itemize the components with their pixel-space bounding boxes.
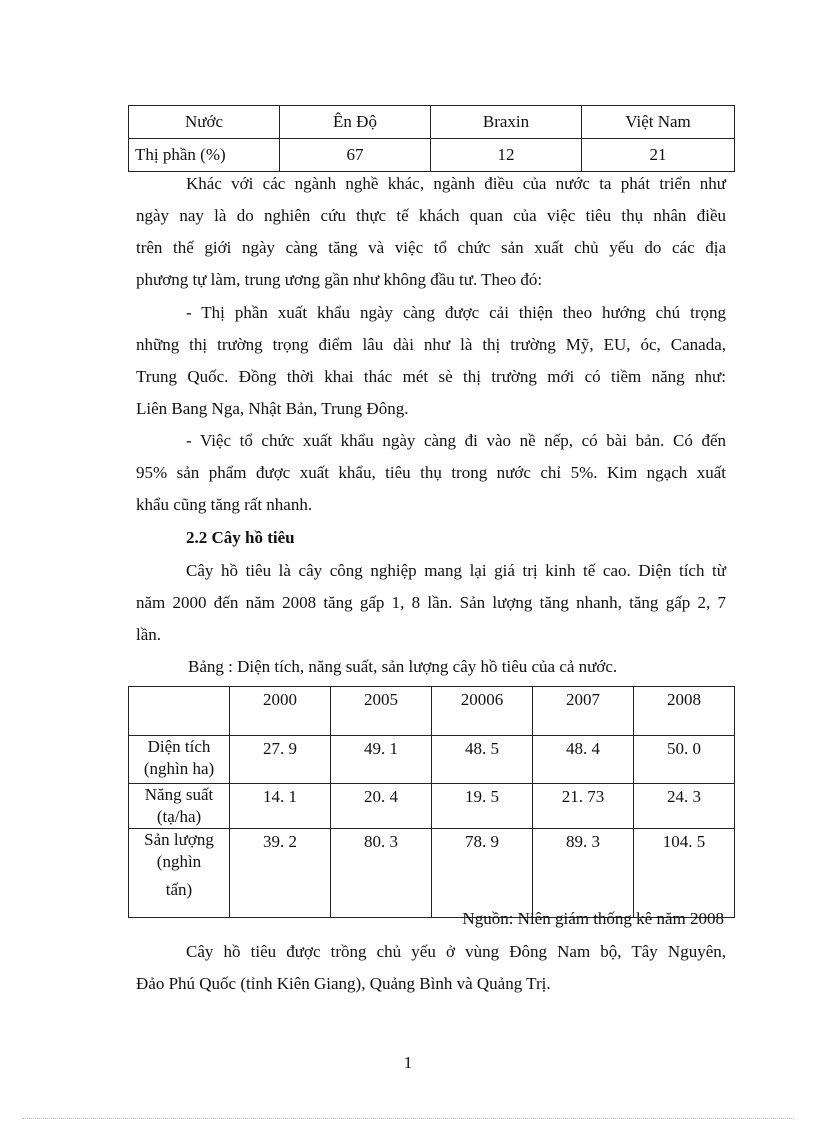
table-header-row [129,687,735,736]
table-caption: Bảng : Diện tích, năng suất, sản lượng cây hồ tiêu của cả nước. [188,657,618,676]
paragraph [136,425,726,521]
table-row [129,139,735,172]
pepper-statistics-table [128,686,735,918]
market-share-table [128,105,735,172]
table-source: Nguồn: Niên giám thống kê năm 2008 [462,909,724,928]
table-row [129,784,735,829]
row-label-cell [129,829,230,918]
table-cell: Braxin [431,106,582,139]
text-line: Cây hồ tiêu là cây công nghiệp mang lại giá trị kinh tế cao. Diện tích từ [186,561,726,580]
paragraph [136,168,726,296]
table-cell: 67 [280,139,431,172]
table-cell: 49. 1 [331,736,432,784]
table-cell: 21 [582,139,735,172]
table-cell: Ên Độ [280,106,431,139]
section-heading: 2.2 Cây hồ tiêu [186,528,295,547]
row-label-line: (nghìn [156,852,202,871]
row-label-line: Diện tích [147,737,211,756]
text-line: ngày nay là do nghiên cứu thực tế khách quan của việc tiêu thụ nhân điều [136,206,726,225]
text-line: Khác với các ngành nghề khác, ngành điều của nước ta phát triển như [186,174,726,193]
table-cell: 27. 9 [230,736,331,784]
table-cell: 89. 3 [533,829,634,918]
table-cell: 21. 73 [533,784,634,829]
text-line: năm 2000 đến năm 2008 tăng gấp 1, 8 lần. Sản lượng tăng nhanh, tăng gấp 2, 7 [136,593,726,612]
table-cell: 78. 9 [432,829,533,918]
table-cell: Thị phần (%) [129,139,280,172]
row-label-cell [129,736,230,784]
table-cell: Việt Nam [582,106,735,139]
paragraph [136,555,726,651]
text-line: - Việc tổ chức xuất khẩu ngày càng đi vào nề nếp, có bài bản. Có đến [186,431,726,450]
table-cell: 80. 3 [331,829,432,918]
row-label-line: tấn) [165,880,193,899]
table-cell: 39. 2 [230,829,331,918]
row-label-line: (tạ/ha) [156,807,202,826]
table-cell: 20. 4 [331,784,432,829]
table-cell [129,687,230,736]
row-label-line: (nghìn ha) [143,759,215,778]
table-cell: 12 [431,139,582,172]
table-cell: 2005 [331,687,432,736]
table-cell: 48. 5 [432,736,533,784]
table-cell: Nước [129,106,280,139]
paragraph [136,936,726,1000]
text-line: phương tự làm, trung ương gần như không đầu tư. Theo đó: [136,270,543,289]
table-cell: 20006 [432,687,533,736]
row-label-cell [129,784,230,829]
table-cell: 14. 1 [230,784,331,829]
table-cell: 19. 5 [432,784,533,829]
text-line: lần. [136,625,162,644]
table-cell: 2008 [634,687,735,736]
table-header-row [129,106,735,139]
table-cell: 2000 [230,687,331,736]
text-line: trên thế giới ngày càng tăng và việc tổ chức sản xuất chủ yếu do các địa [136,238,726,257]
text-line: khẩu cũng tăng rất nhanh. [136,495,313,514]
row-label-line: Sản lượng [144,830,214,849]
text-line: - Thị phần xuất khẩu ngày càng được cải thiện theo hướng chú trọng [186,303,726,322]
text-line: Đảo Phú Quốc (tỉnh Kiên Giang), Quảng Bình và Quảng Trị. [136,974,551,993]
table-cell: 104. 5 [634,829,735,918]
text-line: Trung Quốc. Đồng thời khai thác mét sè thị trường mới có tiềm năng như: [136,367,726,386]
text-line: những thị trường trọng điểm lâu dài như là thị trường Mỹ, EU, óc, Canada, [136,335,726,354]
paragraph [136,297,726,425]
text-line: 95% sản phẩm được xuất khẩu, tiêu thụ trong nước chỉ 5%. Kim ngạch xuất [136,463,726,482]
table-row [129,736,735,784]
row-label-line: Năng suất [144,785,214,804]
page-number: 1 [403,1053,413,1072]
text-line: Cây hồ tiêu được trồng chủ yếu ở vùng Đông Nam bộ, Tây Nguyên, [186,942,726,961]
table-cell: 48. 4 [533,736,634,784]
footer-divider [22,1118,794,1119]
text-line: Liên Bang Nga, Nhật Bản, Trung Đông. [136,399,409,418]
table-cell: 50. 0 [634,736,735,784]
table-cell: 2007 [533,687,634,736]
table-cell: 24. 3 [634,784,735,829]
